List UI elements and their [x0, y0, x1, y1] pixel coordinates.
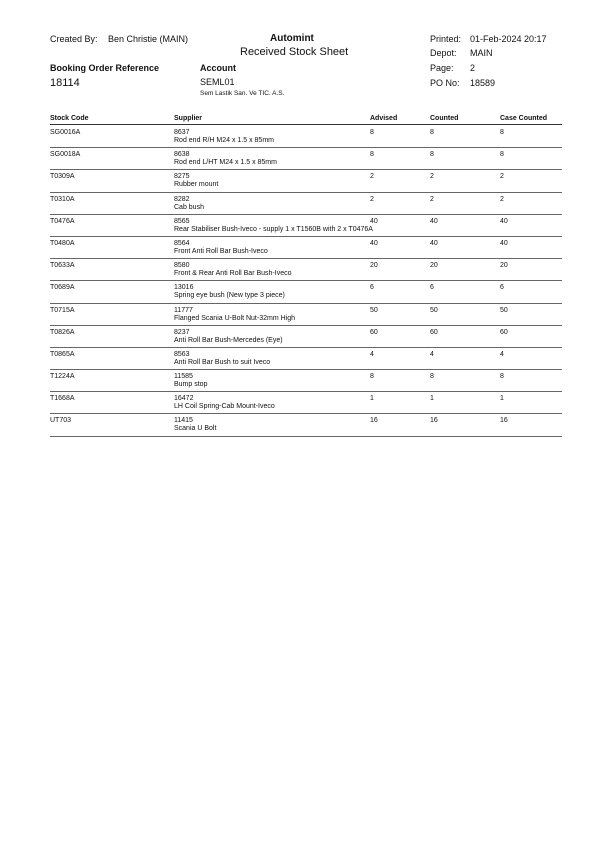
supplier-code: 8638: [174, 151, 190, 159]
counted-qty: 40: [430, 239, 438, 247]
advised-qty: 60: [370, 328, 378, 336]
advised-qty: 2: [370, 195, 374, 203]
col-advised: Advised: [370, 115, 398, 122]
supplier-cell: [174, 351, 270, 367]
sheet-title: Received Stock Sheet: [240, 46, 349, 58]
stock-code: T0480A: [50, 239, 75, 247]
col-supplier: Supplier: [174, 115, 203, 122]
table-row: [0, 126, 595, 148]
counted-qty: 60: [430, 328, 438, 336]
advised-qty: 16: [370, 417, 378, 425]
stock-code: SG0018A: [50, 151, 81, 159]
supplier-code: 8563: [174, 350, 190, 358]
advised-qty: 40: [370, 239, 378, 247]
supplier-code: 8564: [174, 239, 190, 247]
stock-code: T0689A: [50, 284, 75, 292]
counted-qty: 8: [430, 151, 434, 159]
po-label: PO No:: [430, 78, 460, 88]
table-row: [0, 215, 595, 237]
supplier-cell: [174, 262, 292, 278]
item-description: Front & Rear Anti Roll Bar Bush-Iveco: [174, 270, 292, 278]
supplier-cell: [174, 417, 216, 433]
printed-value: 01-Feb-2024 20:17: [470, 34, 547, 44]
item-description: LH Coil Spring-Cab Mount-Iveco: [174, 403, 275, 411]
stock-code: T0633A: [50, 262, 75, 270]
item-description: Scania U Bolt: [174, 425, 217, 433]
supplier-code: 16472: [174, 395, 194, 403]
row-divider: [50, 436, 562, 437]
supplier-code: 11777: [174, 306, 193, 314]
table-row: [0, 148, 595, 170]
stock-code: T0309A: [50, 173, 75, 181]
supplier-code: 8282: [174, 195, 190, 203]
case-counted-qty: 2: [500, 173, 504, 181]
supplier-cell: [174, 307, 295, 323]
booking-order-label: Booking Order Reference: [50, 63, 160, 73]
case-counted-qty: 1: [500, 395, 504, 403]
stock-code: UT703: [50, 417, 72, 425]
supplier-cell: [174, 284, 285, 300]
printed-label: Printed:: [430, 34, 462, 44]
case-counted-qty: 40: [500, 239, 508, 247]
table-row: [0, 370, 595, 392]
table-row: [0, 193, 595, 215]
stock-code: T0715A: [50, 306, 75, 314]
item-description: Front Anti Roll Bar Bush-Iveco: [174, 247, 268, 255]
case-counted-qty: 2: [500, 195, 504, 203]
counted-qty: 16: [430, 417, 438, 425]
counted-qty: 50: [430, 306, 438, 314]
supplier-cell: [174, 395, 275, 411]
table-row: [0, 281, 595, 303]
po-value: 18589: [470, 78, 496, 88]
supplier-code: 8565: [174, 217, 190, 225]
supplier-code: 11585: [174, 373, 193, 381]
header-rule: [50, 124, 562, 125]
depot-value: MAIN: [470, 48, 493, 58]
counted-qty: 4: [430, 350, 434, 358]
item-description: Spring eye bush (New type 3 piece): [174, 292, 285, 300]
advised-qty: 20: [370, 262, 378, 270]
item-description: Anti Roll Bar Bush to suit Iveco: [174, 358, 271, 366]
counted-qty: 2: [430, 195, 434, 203]
supplier-cell: [174, 329, 283, 345]
col-stock-code: Stock Code: [50, 115, 89, 122]
company-name: Automint: [270, 33, 314, 44]
counted-qty: 20: [430, 262, 438, 270]
table-row: [0, 170, 595, 192]
stock-code: T1224A: [50, 373, 75, 381]
item-description: Bump stop: [174, 381, 208, 389]
advised-qty: 2: [370, 173, 374, 181]
counted-qty: 6: [430, 284, 434, 292]
advised-qty: 8: [370, 151, 374, 159]
page-value: 2: [470, 63, 476, 73]
depot-label: Depot:: [430, 48, 457, 58]
case-counted-qty: 8: [500, 373, 504, 381]
table-row: [0, 348, 595, 370]
supplier-code: 11415: [174, 417, 193, 425]
supplier-code: 13016: [174, 284, 194, 292]
booking-order-value: 18114: [50, 77, 80, 89]
case-counted-qty: 8: [500, 129, 504, 136]
counted-qty: 40: [430, 217, 438, 225]
table-row: [0, 414, 595, 436]
case-counted-qty: 20: [500, 262, 508, 270]
advised-qty: 50: [370, 306, 378, 314]
table-row: [0, 237, 595, 259]
case-counted-qty: 4: [500, 350, 504, 358]
supplier-code: 8580: [174, 262, 190, 270]
advised-qty: 8: [370, 129, 374, 136]
supplier-cell: [174, 129, 274, 145]
stock-table-body: [0, 126, 595, 437]
created-by-value: Ben Christie (MAIN): [108, 34, 189, 44]
supplier-code: 8237: [174, 328, 190, 336]
supplier-cell: [174, 218, 373, 234]
supplier-code: 8637: [174, 129, 190, 136]
item-description: Flanged Scania U-Bolt Nut-32mm High: [174, 314, 295, 322]
supplier-cell: [174, 240, 268, 256]
supplier-cell: [174, 196, 204, 212]
item-description: Rod end L/HT M24 x 1.5 x 85mm: [174, 159, 277, 167]
case-counted-qty: 16: [500, 417, 508, 425]
case-counted-qty: 50: [500, 306, 508, 314]
page-label: Page:: [430, 63, 454, 73]
item-description: Rod end R/H M24 x 1.5 x 85mm: [174, 137, 274, 144]
stock-code: T0826A: [50, 328, 75, 336]
supplier-cell: [174, 151, 277, 167]
supplier-code: 8275: [174, 173, 190, 181]
item-description: Cab bush: [174, 203, 204, 211]
counted-qty: 8: [430, 373, 434, 381]
col-counted: Counted: [430, 115, 459, 122]
case-counted-qty: 8: [500, 151, 504, 159]
counted-qty: 1: [430, 395, 434, 403]
counted-qty: 2: [430, 173, 434, 181]
stock-code: T0310A: [50, 195, 75, 203]
account-name: Sem Lastik San. Ve TIC. A.S.: [200, 90, 285, 97]
created-by-label: Created By:: [50, 34, 98, 44]
account-label: Account: [200, 63, 236, 73]
table-row: [0, 326, 595, 348]
stock-code: T0865A: [50, 350, 75, 358]
col-case-counted: Case Counted: [500, 115, 548, 122]
table-row: [0, 304, 595, 326]
table-row: [0, 259, 595, 281]
advised-qty: 40: [370, 217, 378, 225]
advised-qty: 6: [370, 284, 374, 292]
advised-qty: 1: [370, 395, 374, 403]
stock-code: T0476A: [50, 217, 75, 225]
case-counted-qty: 60: [500, 328, 508, 336]
supplier-cell: [174, 373, 207, 389]
account-code: SEML01: [200, 77, 235, 87]
counted-qty: 8: [430, 129, 434, 136]
advised-qty: 8: [370, 373, 374, 381]
case-counted-qty: 40: [500, 217, 508, 225]
stock-code: T1668A: [50, 395, 75, 403]
item-description: Rubber mount: [174, 181, 219, 189]
item-description: Anti Roll Bar Bush-Mercedes (Eye): [174, 336, 283, 344]
table-row: [0, 392, 595, 414]
item-description: Rear Stabiliser Bush-Iveco - supply 1 x T1560B with 2 x T0476A: [174, 225, 373, 233]
advised-qty: 4: [370, 350, 374, 358]
stock-code: SG0016A: [50, 129, 81, 136]
supplier-cell: [174, 173, 218, 189]
case-counted-qty: 6: [500, 284, 504, 292]
